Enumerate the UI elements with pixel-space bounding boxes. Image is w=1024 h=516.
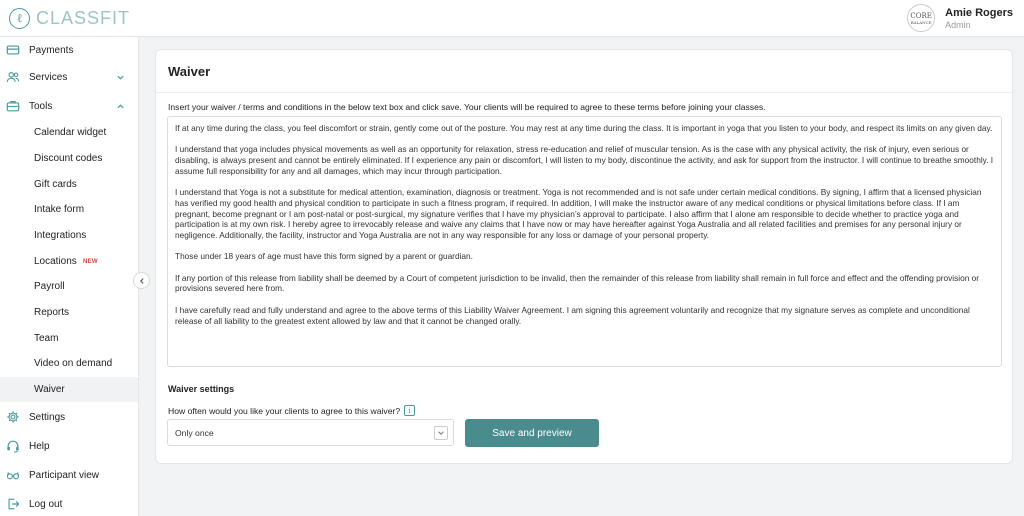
logo-text: CLASSFIT — [36, 8, 131, 28]
sidebar-subitem-gift-cards[interactable] — [0, 172, 139, 197]
avatar-line2: BALANCE — [910, 19, 932, 25]
chevron-down-icon — [434, 426, 448, 440]
sidebar — [0, 37, 139, 516]
sidebar-subitem-label: Integrations — [34, 230, 87, 241]
waiver-card — [155, 49, 1013, 464]
sidebar-subitem-calendar-widget[interactable] — [0, 120, 139, 145]
sidebar-subitem-label: Gift cards — [34, 179, 77, 190]
frequency-question-label: How often would you like your clients to agree to this waiver? — [168, 405, 401, 416]
sidebar-subitem-label: Locations — [34, 256, 77, 267]
sidebar-subitem-payroll[interactable] — [0, 274, 139, 299]
sidebar-item-tools[interactable] — [0, 96, 139, 116]
chevron-up-icon[interactable] — [116, 102, 125, 111]
app-logo[interactable] — [9, 8, 130, 29]
sidebar-item-label: Log out — [29, 498, 63, 510]
sidebar-subitem-label: Intake form — [34, 204, 85, 215]
gear-icon — [6, 410, 20, 424]
sidebar-subitem-video-on-demand[interactable] — [0, 351, 139, 376]
new-badge: NEW — [83, 258, 98, 265]
sidebar-item-log-out[interactable] — [0, 494, 139, 514]
waiver-paragraph: If any portion of this release from liability shall be deemed by a Court of competent jurisdiction to be invalid, then the remainder of this release from liability shall remain in full force and effect and the offending provision or provisions severed here from. — [175, 272, 980, 294]
top-header — [0, 0, 1024, 37]
waiver-paragraph: I understand that Yoga is not a substitute for medical attention, examination, diagnosis or treatment. Yoga is not recommended and is not safe under certain medical conditions. By signing, I affirm that a licensed physician has verified my good health and physical condition to participate in such a fitness program, if required. In addition, I will make the instructor aware of any medical conditions or physical limitations before class. If I am pregnant, become pregnant or I am post-natal or post-surgical, my signature verifies that I have my physician’s approval to participate. I also affirm that I alone am responsible to decide whether to practice yoga and participation is at my own risk. I hereby agree to irrevocably release and waive any claims that I have now or may have hereafter against Yoga Australia and all related facilities and premises for any personal injury or negligence. Additionally, the facility, instructor and Yoga Australia are not in any way responsible for any loss or damage of your personal property. — [175, 187, 982, 240]
waiver-paragraph: Those under 18 years of age must have this form signed by a parent or guardian. — [175, 251, 473, 262]
user-name: Amie Rogers — [945, 6, 1013, 19]
briefcase-icon — [6, 99, 20, 113]
info-icon[interactable]: i — [404, 405, 415, 416]
sidebar-item-help[interactable] — [0, 436, 139, 456]
sidebar-subitem-waiver[interactable] — [0, 377, 139, 402]
sidebar-subitem-intake-form[interactable] — [0, 197, 139, 222]
frequency-question — [168, 405, 415, 416]
card-icon — [6, 43, 20, 57]
headset-icon — [6, 439, 20, 453]
sidebar-item-label: Help — [29, 440, 50, 452]
sidebar-subitem-label: Discount codes — [34, 153, 103, 164]
sidebar-item-payments[interactable] — [0, 40, 139, 60]
avatar[interactable] — [907, 4, 935, 32]
sidebar-subitem-reports[interactable] — [0, 300, 139, 325]
chevron-down-icon[interactable] — [116, 73, 125, 82]
sidebar-subitem-locations[interactable] — [0, 249, 139, 274]
glasses-icon — [6, 468, 20, 482]
user-menu[interactable] — [907, 4, 1013, 32]
user-role: Admin — [945, 19, 971, 30]
sidebar-item-label: Participant view — [29, 469, 100, 481]
waiver-paragraph: I understand that yoga includes physical movements as well as an opportunity for relaxation, stress re-education and relief of muscular tension. As is the case with any physical activity, the risk of injury, even serious or disabling, is always present and cannot be entirely eliminated. If I experience any pain or discomfort, I will listen to my body, discontinue the activity, and ask for support from the instructor. I will continue to breathe smoothly. I assume full responsibility for any and all damages, which may incur through participation. — [175, 144, 994, 176]
sidebar-collapse-button[interactable] — [133, 272, 150, 289]
waiver-paragraph: I have carefully read and fully understand and agree to the above terms of this Liability Waiver Agreement. I am signing this agreement voluntarily and recognize that my signature serves as complete and unconditional release of all liability to the greatest extent allowed by law and that it cannot be changed orally. — [175, 304, 970, 326]
sidebar-subitem-label: Payroll — [34, 281, 65, 292]
frequency-select[interactable] — [167, 419, 454, 446]
sidebar-subitem-label: Reports — [34, 307, 70, 318]
sidebar-subitem-label: Video on demand — [34, 358, 113, 369]
logo-mark-icon: ℓ — [9, 8, 30, 29]
sidebar-subitem-integrations[interactable] — [0, 223, 139, 248]
save-and-preview-button[interactable]: Save and preview — [465, 419, 599, 447]
chevron-left-icon — [138, 277, 146, 285]
title-divider — [156, 92, 1014, 93]
sidebar-subitem-discount-codes[interactable] — [0, 146, 139, 171]
sidebar-item-label: Settings — [29, 411, 66, 423]
waiver-textarea[interactable] — [167, 116, 1002, 367]
sidebar-subitem-label: Calendar widget — [34, 127, 107, 138]
sidebar-subitem-label: Waiver — [34, 384, 65, 395]
people-icon — [6, 70, 20, 84]
sidebar-item-services[interactable] — [0, 67, 139, 87]
user-info — [945, 7, 1013, 30]
sidebar-item-settings[interactable] — [0, 407, 139, 427]
waiver-settings-heading: Waiver settings — [168, 384, 235, 394]
waiver-instructions: Insert your waiver / terms and conditions in the below text box and click save. Your clients will be required to agree to these terms before joining your classes. — [168, 102, 766, 112]
waiver-paragraph: If at any time during the class, you feel discomfort or strain, gently come out of the posture. You may rest at any time during the class. It is important in yoga that you listen to your body, and respect its limits on any given day. — [175, 123, 993, 133]
avatar-line1: CORE — [910, 11, 932, 20]
frequency-select-value: Only once — [175, 428, 214, 438]
sidebar-item-label: Services — [29, 71, 68, 83]
sidebar-subitem-team[interactable] — [0, 326, 139, 351]
sidebar-item-participant-view[interactable] — [0, 465, 139, 485]
logout-icon — [6, 497, 20, 511]
page-title: Waiver — [168, 64, 211, 79]
sidebar-item-label: Tools — [29, 100, 53, 112]
sidebar-item-label: Payments — [29, 44, 74, 56]
sidebar-subitem-label: Team — [34, 333, 59, 344]
